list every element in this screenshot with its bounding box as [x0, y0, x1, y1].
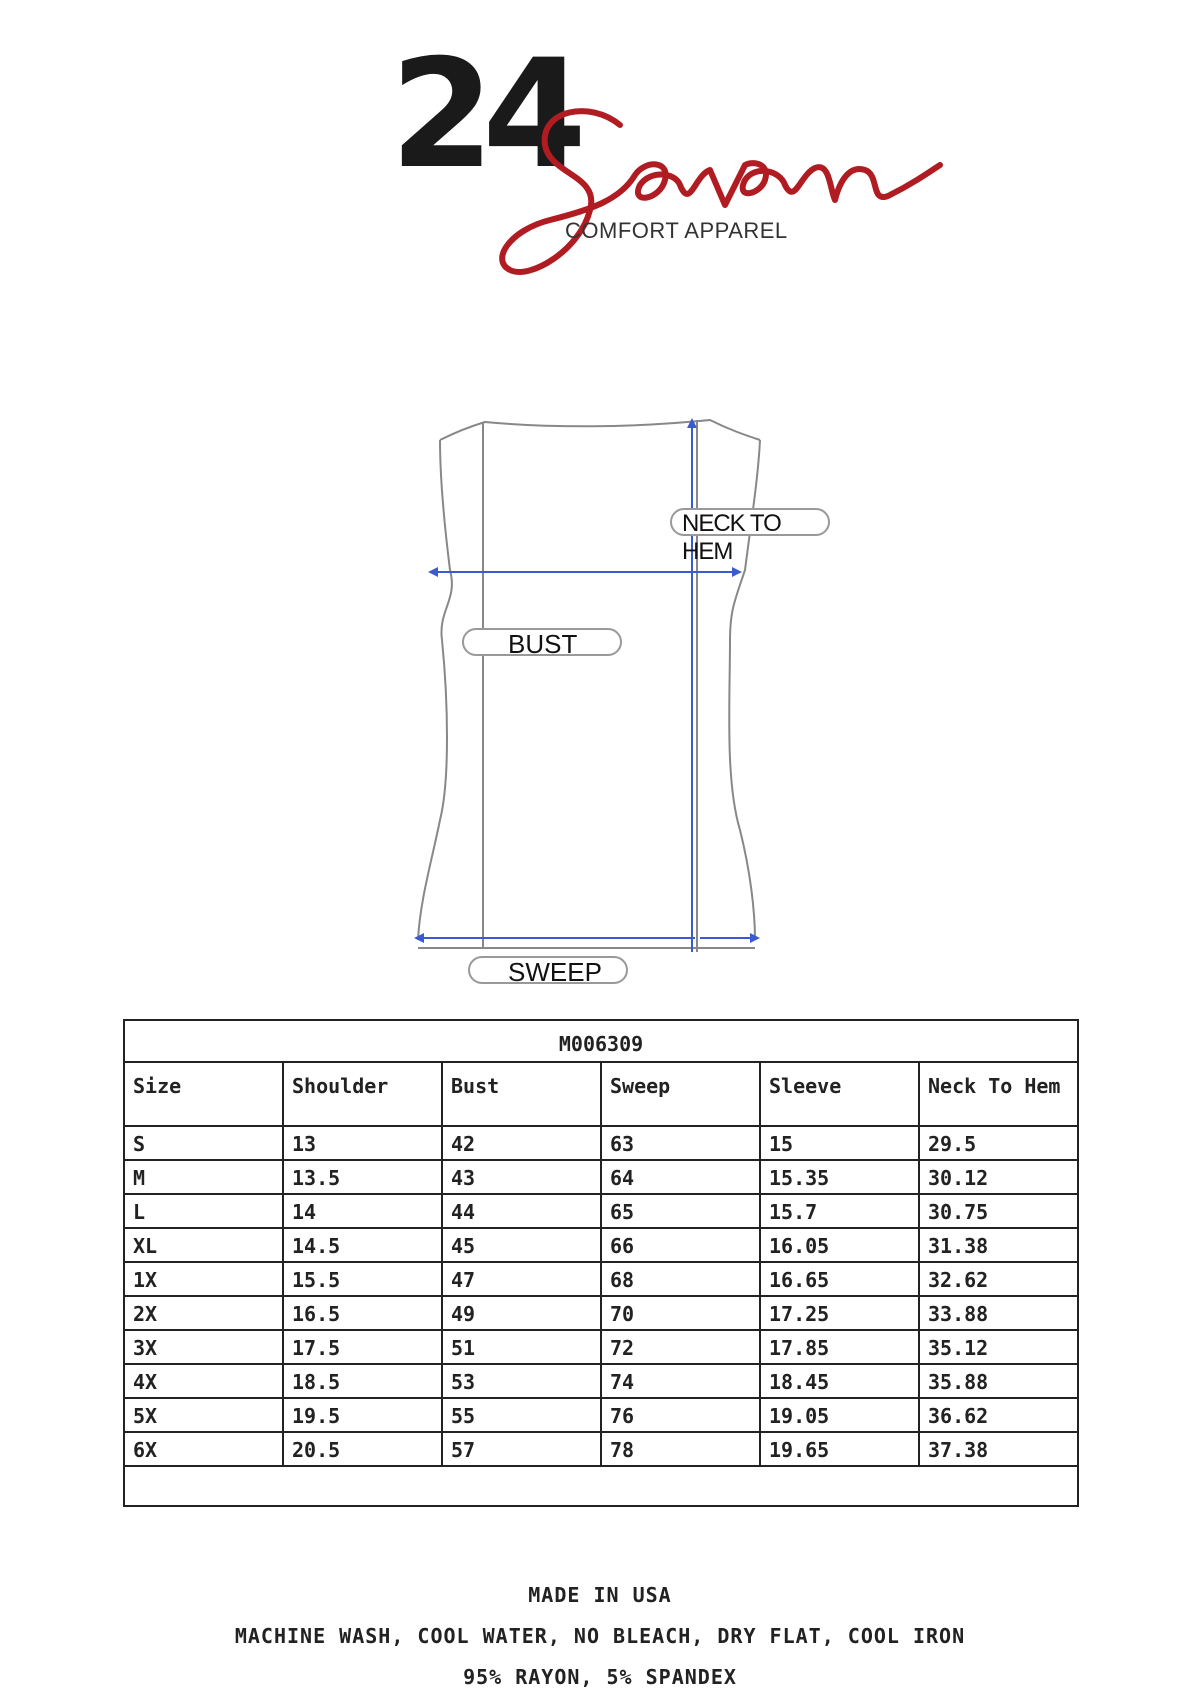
table-cell: 35.88	[919, 1364, 1078, 1398]
table-row	[124, 1228, 1078, 1262]
column-header: Sweep	[601, 1062, 760, 1126]
table-cell: 78	[601, 1432, 760, 1466]
table-row	[124, 1126, 1078, 1160]
brand-logo	[380, 28, 940, 280]
table-header-row	[124, 1062, 1078, 1126]
table-cell: 29.5	[919, 1126, 1078, 1160]
table-cell: 68	[601, 1262, 760, 1296]
table-cell: 44	[442, 1194, 601, 1228]
table-cell: 72	[601, 1330, 760, 1364]
table-cell: 15.7	[760, 1194, 919, 1228]
care-instructions: MACHINE WASH, COOL WATER, NO BLEACH, DRY FLAT, COOL IRON	[234, 1624, 966, 1648]
table-cell: 14	[283, 1194, 442, 1228]
table-cell: 53	[442, 1364, 601, 1398]
table-cell: 13	[283, 1126, 442, 1160]
table-cell: 16.5	[283, 1296, 442, 1330]
table-row	[124, 1194, 1078, 1228]
table-cell: 76	[601, 1398, 760, 1432]
table-row	[124, 1432, 1078, 1466]
table-cell: XL	[124, 1228, 283, 1262]
table-cell: S	[124, 1126, 283, 1160]
empty-cell	[124, 1466, 1078, 1506]
table-cell: 42	[442, 1126, 601, 1160]
table-cell: 37.38	[919, 1432, 1078, 1466]
table-cell: 2X	[124, 1296, 283, 1330]
table-cell: 65	[601, 1194, 760, 1228]
logo-script-mark	[470, 80, 950, 300]
bust-label: BUST	[462, 628, 622, 656]
style-code: M006309	[124, 1020, 1078, 1062]
table-cell: 64	[601, 1160, 760, 1194]
table-cell: 15.5	[283, 1262, 442, 1296]
table-caption-row	[124, 1020, 1078, 1062]
table-row	[124, 1262, 1078, 1296]
table-row	[124, 1160, 1078, 1194]
table-cell: 20.5	[283, 1432, 442, 1466]
table-cell: 45	[442, 1228, 601, 1262]
table-cell: 19.05	[760, 1398, 919, 1432]
table-empty-row	[124, 1466, 1078, 1506]
origin-text: MADE IN USA	[528, 1583, 672, 1607]
table-cell: 57	[442, 1432, 601, 1466]
table-row	[124, 1330, 1078, 1364]
table-cell: 31.38	[919, 1228, 1078, 1262]
table-cell: 19.65	[760, 1432, 919, 1466]
table-cell: 63	[601, 1126, 760, 1160]
table-cell: 17.5	[283, 1330, 442, 1364]
table-cell: 30.12	[919, 1160, 1078, 1194]
table-cell: 36.62	[919, 1398, 1078, 1432]
fabric-content: 95% RAYON, 5% SPANDEX	[463, 1665, 737, 1689]
table-cell: 4X	[124, 1364, 283, 1398]
table-row	[124, 1398, 1078, 1432]
table-cell: M	[124, 1160, 283, 1194]
table-cell: 5X	[124, 1398, 283, 1432]
table-cell: 17.25	[760, 1296, 919, 1330]
garment-outline	[400, 400, 820, 1000]
table-cell: 13.5	[283, 1160, 442, 1194]
table-cell: 14.5	[283, 1228, 442, 1262]
size-chart-table	[123, 1019, 1079, 1507]
table-cell: 33.88	[919, 1296, 1078, 1330]
sweep-label: SWEEP	[468, 956, 628, 984]
table-cell: 55	[442, 1398, 601, 1432]
table-cell: 43	[442, 1160, 601, 1194]
table-cell: 30.75	[919, 1194, 1078, 1228]
table-cell: 49	[442, 1296, 601, 1330]
table-cell: 18.5	[283, 1364, 442, 1398]
table-cell: 47	[442, 1262, 601, 1296]
column-header: Sleeve	[760, 1062, 919, 1126]
neck-to-hem-label: NECK TO HEM	[670, 508, 830, 536]
table-cell: 3X	[124, 1330, 283, 1364]
table-cell: 15	[760, 1126, 919, 1160]
logo-number: 24	[390, 28, 575, 202]
table-cell: 1X	[124, 1262, 283, 1296]
table-cell: 35.12	[919, 1330, 1078, 1364]
column-header: Bust	[442, 1062, 601, 1126]
table-cell: 16.05	[760, 1228, 919, 1262]
column-header: Neck To Hem	[919, 1062, 1078, 1126]
table-cell: 15.35	[760, 1160, 919, 1194]
table-cell: 66	[601, 1228, 760, 1262]
table-cell: 19.5	[283, 1398, 442, 1432]
table-cell: 51	[442, 1330, 601, 1364]
table-cell: 70	[601, 1296, 760, 1330]
table-cell: L	[124, 1194, 283, 1228]
garment-diagram	[400, 400, 820, 1000]
column-header: Shoulder	[283, 1062, 442, 1126]
table-row	[124, 1364, 1078, 1398]
table-cell: 32.62	[919, 1262, 1078, 1296]
column-header: Size	[124, 1062, 283, 1126]
table-cell: 74	[601, 1364, 760, 1398]
table-cell: 18.45	[760, 1364, 919, 1398]
table-row	[124, 1296, 1078, 1330]
table-cell: 16.65	[760, 1262, 919, 1296]
table-cell: 6X	[124, 1432, 283, 1466]
table-cell: 17.85	[760, 1330, 919, 1364]
logo-tagline: COMFORT APPAREL	[565, 218, 788, 243]
